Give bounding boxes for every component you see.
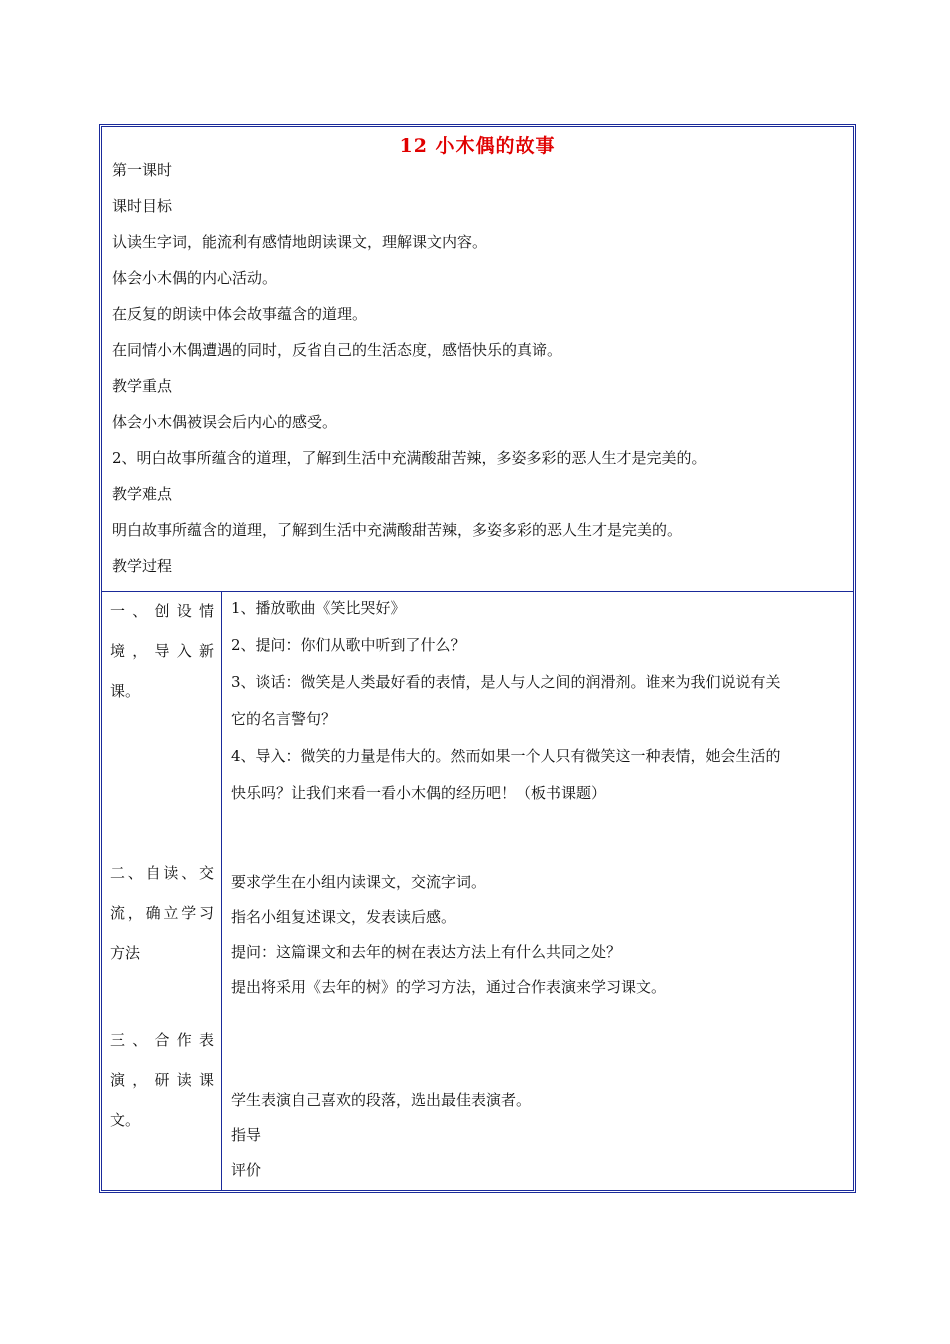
section-3-line: 评价 xyxy=(231,1161,262,1179)
section-heading-line: 二、自读、交 xyxy=(110,864,214,882)
section-heading-line: 方法 xyxy=(110,944,141,962)
section-heading-line: 一、创设情 xyxy=(110,602,214,620)
overview-line: 教学过程 xyxy=(112,557,173,575)
section-heading-2 xyxy=(110,853,214,973)
section-heading-1 xyxy=(110,591,214,711)
column-divider xyxy=(221,591,222,1190)
section-heading-line: 三、合作表 xyxy=(110,1031,214,1049)
section-3-line: 学生表演自己喜欢的段落，选出最佳表演者。 xyxy=(231,1091,532,1109)
overview-line: 教学难点 xyxy=(112,485,173,503)
overview-line: 在同情小木偶遭遇的同时，反省自己的生活态度，感悟快乐的真谛。 xyxy=(112,341,563,359)
section-1-line: 它的名言警句？ xyxy=(231,710,337,728)
section-heading-line: 文。 xyxy=(110,1111,141,1129)
section-2-line: 要求学生在小组内读课文，交流字词。 xyxy=(231,873,487,891)
section-2-line: 提问：这篇课文和去年的树在表达方法上有什么共同之处？ xyxy=(231,943,622,961)
overview-line: 认读生字词，能流利有感情地朗读课文，理解课文内容。 xyxy=(112,233,488,251)
lesson-plan-table xyxy=(99,124,856,1193)
overview-line: 明白故事所蕴含的道理，了解到生活中充满酸甜苦辣，多姿多彩的恶人生才是完美的。 xyxy=(112,521,683,539)
section-1-line: 快乐吗？让我们来看一看小木偶的经历吧！（板书课题） xyxy=(231,784,607,802)
section-1-line: 2、提问：你们从歌中听到了什么？ xyxy=(231,636,466,654)
section-heading-line: 流，确立学习 xyxy=(110,904,214,922)
overview-line: 体会小木偶被误会后内心的感受。 xyxy=(112,413,338,431)
lesson-overview-cell xyxy=(102,127,853,592)
overview-line: 教学重点 xyxy=(112,377,173,395)
overview-line: 第一课时 xyxy=(112,161,173,179)
section-1-line: 1、播放歌曲《笑比哭好》 xyxy=(231,599,406,617)
section-heading-3 xyxy=(110,1020,214,1140)
overview-line: 在反复的朗读中体会故事蕴含的道理。 xyxy=(112,305,368,323)
section-2-line: 指名小组复述课文，发表读后感。 xyxy=(231,908,457,926)
section-heading-line: 课。 xyxy=(110,682,141,700)
overview-line: 2、明白故事所蕴含的道理，了解到生活中充满酸甜苦辣，多姿多彩的恶人生才是完美的。 xyxy=(112,449,707,467)
section-1-line: 3、谈话：微笑是人类最好看的表情，是人与人之间的润滑剂。谁来为我们说说有关 xyxy=(231,673,781,691)
section-2-line: 提出将采用《去年的树》的学习方法，通过合作表演来学习课文。 xyxy=(231,978,667,996)
section-3-line: 指导 xyxy=(231,1126,262,1144)
overview-line: 体会小木偶的内心活动。 xyxy=(112,269,278,287)
lesson-title: 12 小木偶的故事 xyxy=(399,135,556,157)
section-1-line: 4、导入：微笑的力量是伟大的。然而如果一个人只有微笑这一种表情，她会生活的 xyxy=(231,747,781,765)
section-heading-line: 境，导入新 xyxy=(110,642,214,660)
overview-line: 课时目标 xyxy=(112,197,173,215)
section-heading-line: 演，研读课 xyxy=(110,1071,214,1089)
